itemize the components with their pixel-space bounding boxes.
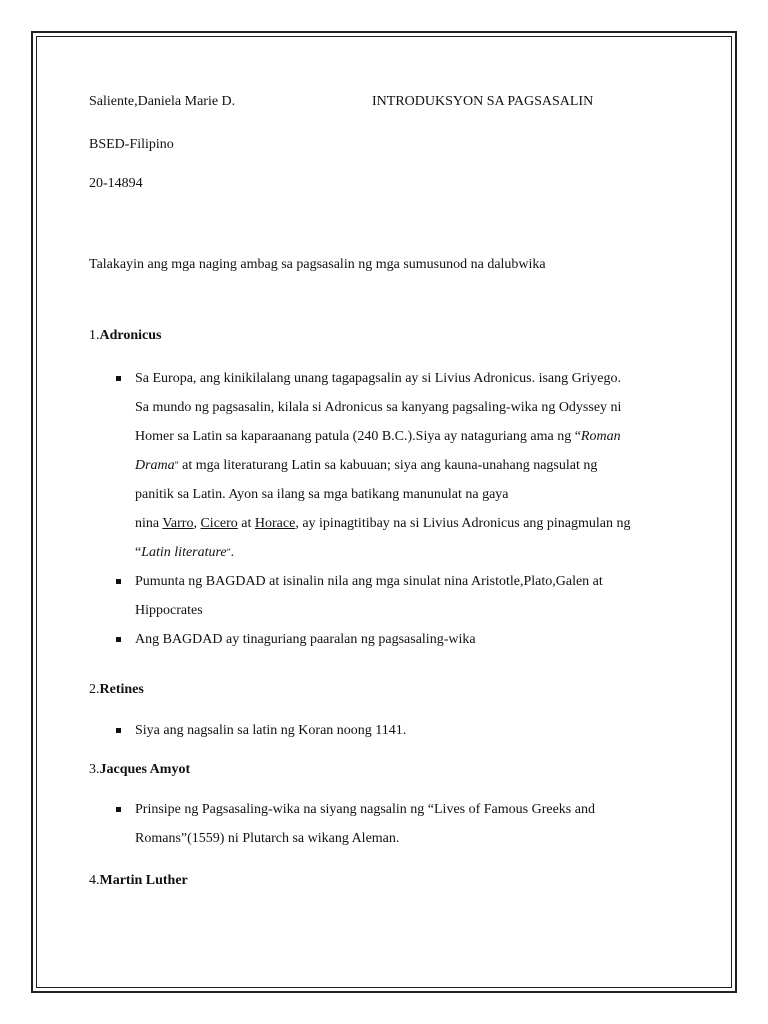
section-heading-retines (89, 681, 144, 699)
link-varro[interactable]: Varro (162, 516, 194, 531)
section-number: 3. (89, 762, 100, 777)
section-name: Jacques Amyot (99, 762, 191, 777)
course: BSED-Filipino (89, 137, 174, 152)
link-horace[interactable]: Horace (254, 516, 296, 531)
document-title: INTRODUKSYON SA PAGSASALIN (372, 94, 594, 109)
jacques-amyot-bullet-list (114, 795, 674, 853)
section-heading-jacques-amyot (89, 761, 190, 779)
instruction-text: Talakayin ang mga naging ambag sa pagsasalin ng mga sumusunod na dalubwika (89, 257, 546, 272)
section-number: 1. (89, 328, 100, 343)
section-number: 2. (89, 682, 100, 697)
section-number: 4. (89, 873, 100, 888)
section-name: Martin Luther (99, 873, 188, 888)
section-heading-adronicus (89, 327, 161, 345)
section-name: Adronicus (99, 328, 162, 343)
list-item: Pumunta ng BAGDAD at isinalin nila ang mga sinulat nina Aristotle,Plato,Galen at Hippocrates (114, 567, 674, 625)
list-item: Sa Europa, ang kinikilalang unang tagapagsalin ay si Livius Adronicus. isang Griyego. Sa mundo ng pagsasalin, kilala si Adronicus sa kanyang pagsaling-wika ng Odyssey ni Homer sa Latin sa kaparaanang patula (240 B.C.).Siya ay nataguriang ama ng “Roman Drama” at mga literaturang Latin sa kabuuan; siya ang kauna-unahang nagsulat ng panitik sa Latin. Ayon sa ilang sa mga batikang manunulat na gaya nina Varro, Cicero at Horace, ay ipinagtitibay na si Livius Adronicus ang pinagmulan ng “Latin literature”. (114, 364, 674, 567)
link-cicero[interactable]: Cicero (200, 516, 238, 531)
list-item: Siya ang nagsalin sa latin ng Koran noong 1141. (114, 716, 674, 745)
section-name: Retines (99, 682, 144, 697)
adronicus-bullet-list (114, 364, 674, 654)
student-name: Saliente,Daniela Marie D. (89, 94, 236, 109)
list-item: Prinsipe ng Pagsasaling-wika na siyang nagsalin ng “Lives of Famous Greeks and Romans”(1559) ni Plutarch sa wikang Aleman. (114, 795, 674, 853)
section-heading-martin-luther (89, 872, 188, 890)
list-item: Ang BAGDAD ay tinaguriang paaralan ng pagsasaling-wika (114, 625, 674, 654)
id-number: 20-14894 (89, 176, 143, 191)
retines-bullet-list (114, 716, 674, 745)
